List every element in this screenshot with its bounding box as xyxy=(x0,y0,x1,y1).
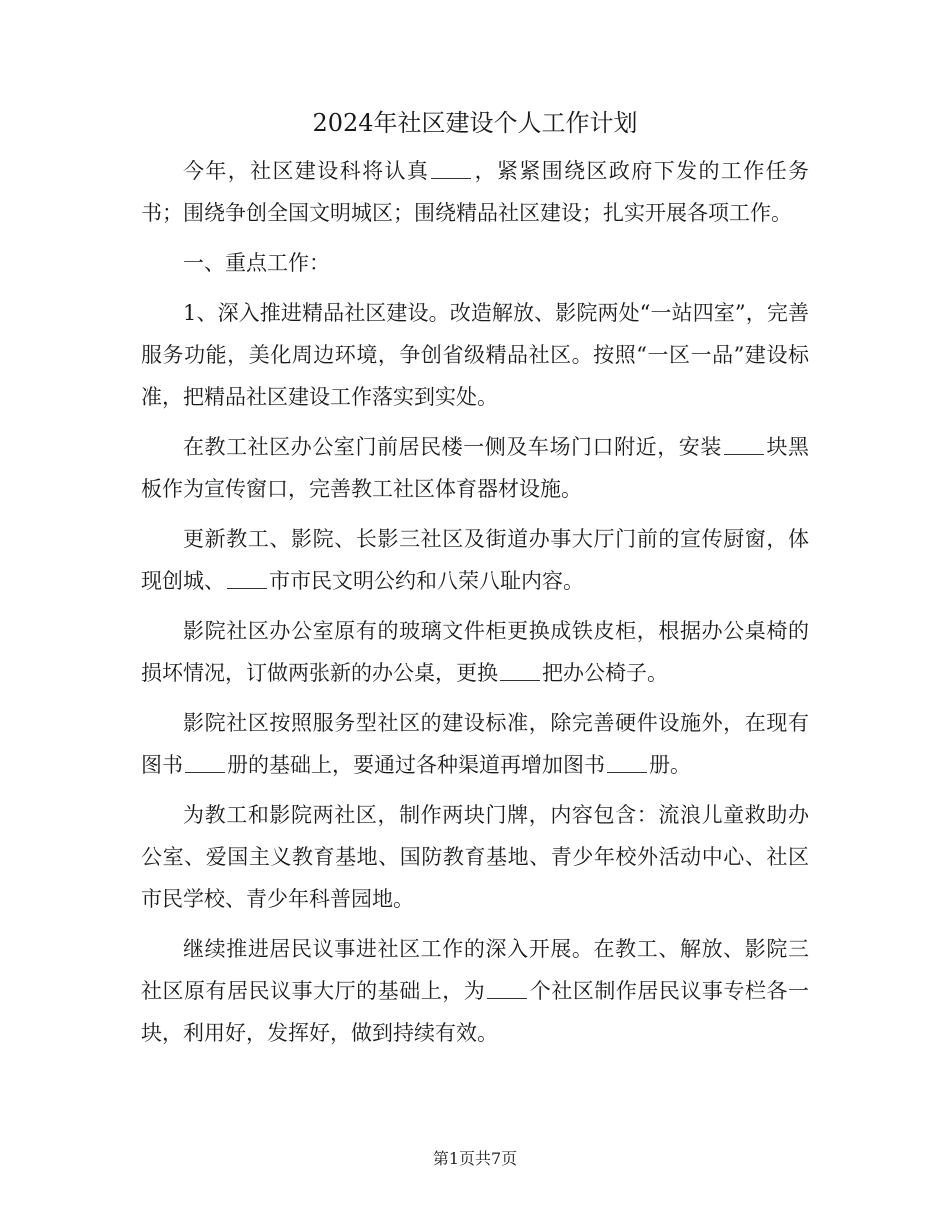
fill-in-blank xyxy=(185,754,225,773)
paragraph-intro: 今年，社区建设科将认真 ，紧紧围绕区政府下发的工作任务书；围绕争创全国文明城区；围绕精品社区建设；扎实开展各项工作。 xyxy=(141,159,810,225)
fill-in-blank xyxy=(487,980,527,999)
fill-in-blank xyxy=(227,570,267,589)
fill-in-blank xyxy=(607,754,647,773)
paragraph-item-1: 1、深入推进精品社区建设。改造解放、影院两处“一站四室”，完善服务功能，美化周边环境，争创省级精品社区。按照“一区一品”建设标准，把精品社区建设工作落实到实处。 xyxy=(141,301,809,409)
fill-in-blank xyxy=(500,662,540,681)
fill-in-blank xyxy=(724,436,764,455)
paragraph-library: 影院社区按照服务型社区的建设标准，除完善硬件设施外，在现有图书 册的基础上，要通过各种渠道再增加图书 册。 xyxy=(141,711,809,777)
section-heading-key-work: 一、重点工作： xyxy=(183,251,330,275)
fill-in-blank xyxy=(431,160,471,179)
paragraph-office-furniture: 影院社区办公室原有的玻璃文件柜更换成铁皮柜，根据办公桌椅的损坏情况，订做两张新的办公桌，更换 把办公椅子。 xyxy=(141,619,809,685)
document-title: 2024年社区建设个人工作计划 xyxy=(312,109,638,137)
paragraph-blackboard: 在教工社区办公室门前居民楼一侧及车场门口附近，安装 块黑板作为宣传窗口，完善教工社区体育器材设施。 xyxy=(141,435,810,501)
paragraph-door-plates: 为教工和影院两社区，制作两块门牌，内容包含：流浪儿童救助办公室、爱国主义教育基地、国防教育基地、青少年校外活动中心、社区市民学校、青少年科普园地。 xyxy=(141,803,809,911)
paragraph-resident-council: 继续推进居民议事进社区工作的深入开展。在教工、解放、影院三社区原有居民议事大厅的基础上，为 个社区制作居民议事专栏各一块，利用好，发挥好，做到持续有效。 xyxy=(141,937,810,1045)
page-number-footer: 第1页共7页 xyxy=(432,1149,518,1168)
document-body xyxy=(141,150,809,1062)
paragraph-showcase: 更新教工、影院、长影三社区及街道办事大厅门前的宣传厨窗，体现创城、 市市民文明公约和八荣八耻内容。 xyxy=(141,527,809,593)
